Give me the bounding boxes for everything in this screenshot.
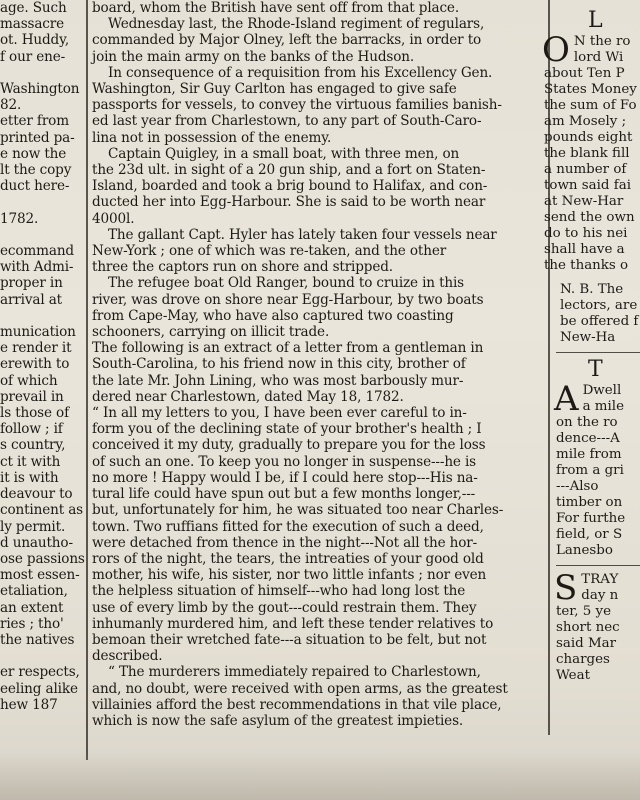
article-line: join the main army on the banks of the Hudson. [92,48,415,65]
advertisement-line: N the ro [573,34,631,49]
left-column-line: prevail in [0,388,64,405]
left-column-line: ls those of [0,405,69,422]
advertisement-line: about Ten P [544,66,625,81]
article-line: mother, his wife, his sister, nor two little infants ; nor even [92,567,487,584]
article-line: tural life could have spun out but a few months longer,--- [92,486,476,503]
column-rule-left [86,0,88,760]
left-column-line [0,194,82,210]
nota-bene-line: N. B. The [560,282,624,297]
advertisement-line: a number of [544,162,627,177]
article-line: rors of the night, the tears, the intreaties of your good old [92,550,484,567]
left-column-line: 82. [0,97,22,114]
left-column-line: with Admi- [0,259,74,276]
left-column-line: etter from [0,113,69,130]
left-column-line: duct here- [0,178,70,195]
advertisement-line: the thanks o [544,258,629,273]
article-line: conceived it my duty, gradually to prepare you for the loss [92,437,486,454]
article-line: no more ! Happy would I be, if I could here stop---His na- [92,469,478,486]
advertisement-line: lord Wi [573,50,624,65]
advertisement-line: said Mar [556,636,617,651]
advertisement-line: field, or S [556,527,623,542]
article-line: but, unfortunately for him, he was situated too near Charles- [92,502,504,519]
left-column-line: ot. Huddy, [0,32,69,49]
left-column-line: s country, [0,437,66,454]
article-line: form you of the declining state of your brother's health ; I [92,421,482,438]
left-column-line: printed pa- [0,129,75,146]
article-line: “ In all my letters to you, I have been ever careful to in- [92,405,467,422]
advertisement-line: TRAY [581,572,619,587]
left-column-line: etaliation, [0,583,68,600]
article-line: which is now the safe asylum of the greatest impieties. [92,712,464,729]
article-line: of such an one. To keep you no longer in suspense---he is [92,453,477,470]
article-line: ed last year from Charlestown, to any part of South-Caro- [92,113,482,130]
dropcap-o: O [542,30,570,70]
advertisement-dwelling [554,379,640,559]
advertisement-line: Dwell [582,383,622,398]
left-column-line: d unautho- [0,534,73,551]
advertisement-line: charges [556,652,610,667]
article-line: three the captors run on shore and stripped. [92,259,393,276]
article-line: The gallant Capt. Hyler has lately taken four vessels near [108,226,497,243]
article-line: The following is an extract of a letter from a gentleman in [92,340,484,357]
left-column-line: munication [0,324,76,341]
article-line: use of every limb by the gout---could restrain them. They [92,599,477,616]
left-column-line: deavour to [0,486,73,503]
dropcap-a: A [554,379,579,419]
article-line: bemoan their wretched fate---a situation to be felt, but not [92,631,487,648]
article-line: Island, boarded and took a brig bound to Halifax, and con- [92,178,488,195]
article-line: river, was drove on shore near Egg-Harbour, by two boats [92,291,484,308]
advertisement-line: pounds eight [544,130,633,145]
left-column-line: arrival at [0,291,62,308]
article-line: New-York ; one of which was re-taken, and the other [92,243,447,260]
advertisement-line: States Money [544,82,637,97]
article-line: inhumanly murdered him, and left these tender relatives to [92,615,494,632]
article-line: lina not in possession of the enemy. [92,129,332,146]
left-column [0,0,85,760]
left-column-line: hew 187 [0,696,58,713]
left-column-line: e now the [0,145,67,162]
left-column-line: follow ; if [0,421,63,438]
left-column-line: 1782. [0,210,39,227]
nota-bene-line: be offered f [560,314,639,329]
article-line: Wednesday last, the Rhode-Island regiment of regulars, [108,16,485,33]
left-column-line: of which [0,372,58,389]
page-shadow [0,752,640,800]
advertisement-line: am Mosely ; [544,114,627,129]
article-line: villainies afford the best recommendations in that vile place, [92,696,502,713]
left-column-line: ecommand [0,243,74,260]
left-column-line: ose passions [0,550,85,567]
article-line: ducted her into Egg-Harbour. She is said to be worth near [92,194,486,211]
left-column-line: massacre [0,16,65,33]
nota-bene [560,282,640,346]
article-line: board, whom the British have sent off from that place. [92,0,459,16]
left-column-line [0,227,82,243]
advertisement-line: For furthe [556,511,626,526]
left-column-line: f our ene- [0,48,66,65]
article-line: and, no doubt, were received with open arms, as the greatest [92,680,508,697]
advertisement-line: dence---A [556,431,620,446]
left-column-line: most essen- [0,567,80,584]
advertisement-line: at New-Har [544,194,624,209]
article-line: schooners, carrying on illicit trade. [92,324,330,341]
advertisement-line: Weat [556,668,590,683]
left-column-line: Washington [0,81,80,98]
left-column-line: erewith to [0,356,70,373]
left-column-line: lt the copy [0,162,72,179]
nota-bene-line: New-Ha [560,330,616,345]
advertisement-line: mile from [556,447,622,462]
left-column-line: ries ; tho' [0,615,64,632]
advertisement-line: town said fai [544,178,631,193]
advertisement-line: ter, 5 ye [556,604,612,619]
advertisement-line: on the ro [556,415,618,430]
article-line: South-Carolina, to his friend now in this city, brother of [92,356,466,373]
article-line: commanded by Major Olney, left the barracks, in order to [92,32,482,49]
left-column-line: the natives [0,631,75,648]
advertisement-line: ---Also [556,479,599,494]
left-column-line: er respects, [0,664,80,681]
left-column-line [0,65,82,81]
advertisement-line: the sum of Fo [544,98,637,113]
left-column-line: age. Such [0,0,67,16]
right-column-advertisements [542,0,640,800]
article-line: “ The murderers immediately repaired to Charlestown, [108,664,481,681]
article-line: from Cape-May, who have also captured two coasting [92,307,454,324]
divider [556,565,640,566]
advertisement-lost [542,30,640,274]
left-column-line: continent as [0,502,83,519]
article-line: passports for vessels, to convey the virtuous families banish- [92,97,502,114]
left-column-line: an extent [0,599,64,616]
article-line: described. [92,648,163,665]
left-column-line: ly permit. [0,518,66,535]
left-column-line: it is with [0,469,59,486]
advertisement-line: the blank fill [544,146,630,161]
advertisement-line: short nec [556,620,620,635]
advertisement-line: a mile [582,399,624,414]
article-line: the 23d ult. in sight of a 20 gun ship, and a fort on Staten- [92,162,486,179]
article-line: the late Mr. John Lining, who was most barbously mur- [92,372,464,389]
left-column-line [0,308,82,324]
divider [556,352,640,353]
left-column-line: eeling alike [0,680,78,697]
advertisement-line: Lanesbo [556,543,613,558]
article-line: The refugee boat Old Ranger, bound to cruize in this [108,275,465,292]
advertisement-line: from a gri [556,463,624,478]
article-line: town. Two ruffians fitted for the execution of such a deed, [92,518,484,535]
article-line: Washington, Sir Guy Carlton has engaged to give safe [92,81,457,98]
article-line: In consequence of a requisition from his Excellency Gen. [108,64,493,81]
advertisement-strayed [554,568,640,684]
article-line: dered near Charlestown, dated May 18, 1782. [92,388,404,405]
advertisement-line: do to his nei [544,226,628,241]
right-heading-2: T [588,357,603,382]
dropcap-s: S [554,568,578,608]
nota-bene-line: lectors, are [560,298,638,313]
left-column-line: e render it [0,340,72,357]
article-line: the helpless situation of himself---who had long lost the [92,583,466,600]
article-line: Captain Quigley, in a small boat, with three men, on [108,145,460,162]
right-heading: L [588,8,603,33]
left-column-line: proper in [0,275,63,292]
advertisement-line: shall have a [544,242,625,257]
left-column-line: ct it with [0,453,61,470]
advertisement-line: send the own [544,210,635,225]
article-line: 4000l. [92,210,135,227]
article-line: were detached from thence in the night---Not all the hor- [92,534,478,551]
left-column-line [0,648,82,664]
main-article-column [92,0,540,760]
advertisement-line: timber on [556,495,623,510]
advertisement-line: day n [581,588,619,603]
